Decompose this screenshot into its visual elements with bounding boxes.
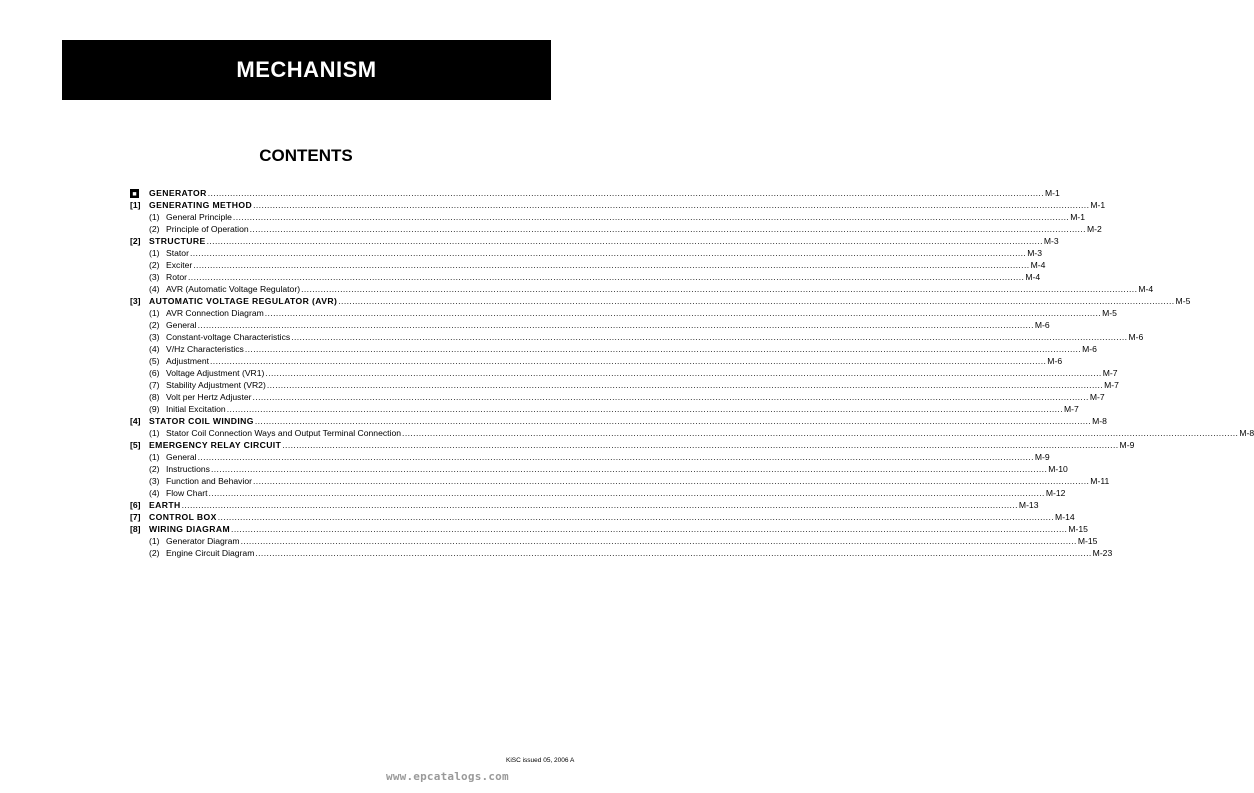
toc-entry[interactable] bbox=[130, 367, 1118, 379]
toc-entry-page: M-8 bbox=[1092, 416, 1107, 426]
watermark-url: www.epcatalogs.com bbox=[386, 770, 509, 783]
toc-entry-number: [8] bbox=[130, 524, 141, 534]
toc-entry-number: (2) bbox=[149, 260, 160, 270]
toc-entry-title: General bbox=[166, 320, 197, 330]
toc-entry[interactable] bbox=[130, 523, 1088, 535]
dot-leader: ............................................................................................................................................................................................................................................................................................................ bbox=[208, 488, 1045, 498]
toc-entry-page: M-7 bbox=[1089, 392, 1105, 402]
toc-entry-title: Stator bbox=[166, 248, 189, 258]
toc-entry-page: M-8 bbox=[1239, 428, 1254, 438]
toc-entry-page: M-7 bbox=[1104, 380, 1119, 390]
toc-entry-title: Flow Chart bbox=[166, 488, 208, 498]
toc-entry-page: M-15 bbox=[1068, 524, 1088, 534]
dot-leader: ............................................................................................................................................................................................................................................................................................................ bbox=[252, 392, 1089, 402]
toc-entry-number: (1) bbox=[149, 212, 160, 222]
toc-entry[interactable] bbox=[130, 379, 1119, 391]
title-banner bbox=[62, 40, 551, 100]
toc-entry-page: M-14 bbox=[1055, 512, 1075, 522]
toc-entry-title: V/Hz Characteristics bbox=[166, 344, 244, 354]
toc-entry[interactable] bbox=[130, 463, 1068, 475]
toc-entry-title: Principle of Operation bbox=[166, 224, 249, 234]
dot-leader: ............................................................................................................................................................................................................................................................................................................ bbox=[210, 356, 1047, 366]
dot-leader: ............................................................................................................................................................................................................................................................................................................ bbox=[253, 476, 1090, 486]
toc-entry-title: Initial Excitation bbox=[166, 404, 226, 414]
toc-entry-number: (3) bbox=[149, 332, 160, 342]
toc-entry-number: [7] bbox=[130, 512, 141, 522]
toc-entry-title: GENERATOR bbox=[149, 188, 207, 198]
toc-entry-title: Instructions bbox=[166, 464, 210, 474]
dot-leader: ............................................................................................................................................................................................................................................................................................................ bbox=[266, 380, 1104, 390]
toc-entry-number: [1] bbox=[130, 200, 141, 210]
toc-entry-number: (2) bbox=[149, 464, 160, 474]
dot-leader: ............................................................................................................................................................................................................................................................................................................ bbox=[254, 416, 1092, 426]
toc-entry-number: (1) bbox=[149, 308, 160, 318]
toc-entry[interactable] bbox=[130, 307, 1117, 319]
toc-entry-title: GENERATING METHOD bbox=[149, 200, 253, 210]
toc-entry-marker bbox=[130, 187, 149, 199]
toc-entry[interactable] bbox=[130, 319, 1050, 331]
toc-entry-page: M-5 bbox=[1102, 308, 1117, 318]
toc-entry-number: [4] bbox=[130, 416, 141, 426]
toc-entry-page: M-13 bbox=[1018, 500, 1039, 510]
toc-entry-title: Adjustment bbox=[166, 356, 209, 366]
dot-leader: ............................................................................................................................................................................................................................................................................................................ bbox=[291, 332, 1128, 342]
toc-entry-page: M-2 bbox=[1086, 224, 1102, 234]
toc-entry-page: M-5 bbox=[1175, 296, 1191, 306]
dot-leader: ............................................................................................................................................................................................................................................................................................................ bbox=[301, 284, 1138, 294]
dot-leader: ............................................................................................................................................................................................................................................................................................................ bbox=[217, 512, 1055, 522]
toc-entry-title: Function and Behavior bbox=[166, 476, 252, 486]
toc-entry-number: (8) bbox=[149, 392, 160, 402]
toc-entry[interactable] bbox=[130, 451, 1050, 463]
toc-entry-page: M-1 bbox=[1090, 200, 1106, 210]
toc-entry-page: M-6 bbox=[1082, 344, 1097, 354]
toc-entry[interactable] bbox=[130, 247, 1043, 259]
toc-entry[interactable] bbox=[130, 259, 1046, 271]
toc-entry-number: [2] bbox=[130, 236, 141, 246]
toc-entry[interactable] bbox=[130, 199, 1106, 211]
toc-entry-number: (1) bbox=[149, 248, 160, 258]
toc-entry-page: M-7 bbox=[1064, 404, 1079, 414]
toc-entry-title: STRUCTURE bbox=[149, 236, 206, 246]
toc-entry[interactable] bbox=[130, 391, 1105, 403]
toc-entry-number: [5] bbox=[130, 440, 141, 450]
toc-entry-number: (2) bbox=[149, 320, 160, 330]
toc-entry[interactable] bbox=[130, 211, 1086, 223]
toc-entry-page: M-3 bbox=[1027, 248, 1043, 258]
dot-leader: ............................................................................................................................................................................................................................................................................................................ bbox=[188, 272, 1025, 282]
table-of-contents bbox=[130, 187, 1254, 559]
toc-entry-number: (3) bbox=[149, 272, 160, 282]
dot-leader: ............................................................................................................................................................................................................................................................................................................ bbox=[249, 224, 1086, 234]
toc-entry-title: AVR (Automatic Voltage Regulator) bbox=[166, 284, 301, 294]
toc-entry-page: M-11 bbox=[1090, 476, 1110, 486]
dot-leader: ............................................................................................................................................................................................................................................................................................................ bbox=[197, 320, 1034, 330]
toc-entry-title: CONTROL BOX bbox=[149, 512, 217, 522]
dot-leader: ............................................................................................................................................................................................................................................................................................................ bbox=[210, 464, 1048, 474]
toc-entry-number: [3] bbox=[130, 296, 141, 306]
dot-leader: ............................................................................................................................................................................................................................................................................................................ bbox=[282, 440, 1119, 450]
toc-entry-page: M-12 bbox=[1045, 488, 1066, 498]
toc-entry-title: EMERGENCY RELAY CIRCUIT bbox=[149, 440, 282, 450]
dot-leader: ............................................................................................................................................................................................................................................................................................................ bbox=[244, 344, 1082, 354]
toc-entry[interactable] bbox=[130, 295, 1191, 307]
toc-entry-number: (4) bbox=[149, 284, 160, 294]
toc-entry[interactable] bbox=[130, 475, 1110, 487]
toc-entry-number: (1) bbox=[149, 428, 160, 438]
dot-leader: ............................................................................................................................................................................................................................................................................................................ bbox=[181, 500, 1018, 510]
toc-entry-title: WIRING DIAGRAM bbox=[149, 524, 231, 534]
toc-entry-number: (2) bbox=[149, 548, 160, 558]
toc-entry-page: M-4 bbox=[1025, 272, 1041, 282]
toc-entry[interactable] bbox=[130, 223, 1102, 235]
toc-entry[interactable] bbox=[130, 187, 1060, 199]
dot-leader: ............................................................................................................................................................................................................................................................................................................ bbox=[265, 368, 1102, 378]
toc-entry-title: STATOR COIL WINDING bbox=[149, 416, 254, 426]
toc-entry-title: Volt per Hertz Adjuster bbox=[166, 392, 252, 402]
toc-entry-number: (5) bbox=[149, 356, 160, 366]
dot-leader: ............................................................................................................................................................................................................................................................................................................ bbox=[240, 536, 1077, 546]
contents-heading: CONTENTS bbox=[259, 146, 353, 165]
toc-entry[interactable] bbox=[130, 235, 1059, 247]
toc-entry-page: M-23 bbox=[1092, 548, 1113, 558]
toc-entry-title: General bbox=[166, 452, 197, 462]
toc-entry[interactable] bbox=[130, 499, 1039, 511]
toc-entry-page: M-6 bbox=[1047, 356, 1063, 366]
toc-entry-number: (4) bbox=[149, 488, 160, 498]
toc-entry-title: Stability Adjustment (VR2) bbox=[166, 380, 266, 390]
toc-entry[interactable] bbox=[130, 427, 1254, 439]
toc-entry-title: AVR Connection Diagram bbox=[166, 308, 264, 318]
toc-entry-title: Rotor bbox=[166, 272, 188, 282]
toc-entry-number: (7) bbox=[149, 380, 160, 390]
toc-entry[interactable] bbox=[130, 487, 1066, 499]
toc-entry-title: General Principle bbox=[166, 212, 232, 222]
page-title: MECHANISM bbox=[236, 57, 377, 82]
toc-entry-number: (9) bbox=[149, 404, 160, 414]
toc-entry-page: M-1 bbox=[1045, 188, 1060, 198]
dot-leader: ............................................................................................................................................................................................................................................................................................................ bbox=[226, 404, 1064, 414]
toc-entry-title: Exciter bbox=[166, 260, 193, 270]
toc-entry[interactable] bbox=[130, 535, 1098, 547]
toc-entry-title: Voltage Adjustment (VR1) bbox=[166, 368, 265, 378]
issue-note: KiSC issued 05, 2006 A bbox=[506, 757, 575, 764]
dot-leader: ............................................................................................................................................................................................................................................................................................................ bbox=[207, 188, 1045, 198]
toc-entry[interactable] bbox=[130, 403, 1079, 415]
toc-entry[interactable] bbox=[130, 439, 1135, 451]
toc-entry[interactable] bbox=[130, 355, 1063, 367]
toc-entry-page: M-9 bbox=[1034, 452, 1050, 462]
dot-leader: ............................................................................................................................................................................................................................................................................................................ bbox=[232, 212, 1070, 222]
toc-entry-page: M-9 bbox=[1119, 440, 1135, 450]
dot-leader: ............................................................................................................................................................................................................................................................................................................ bbox=[264, 308, 1102, 318]
dot-leader: ............................................................................................................................................................................................................................................................................................................ bbox=[206, 236, 1043, 246]
toc-entry[interactable] bbox=[130, 415, 1107, 427]
dot-leader: ............................................................................................................................................................................................................................................................................................................ bbox=[231, 524, 1068, 534]
toc-entry-page: M-6 bbox=[1128, 332, 1144, 342]
toc-entry[interactable] bbox=[130, 547, 1113, 559]
toc-entry-number: [6] bbox=[130, 500, 141, 510]
toc-entry-page: M-4 bbox=[1138, 284, 1154, 294]
toc-entry[interactable] bbox=[130, 331, 1144, 343]
toc-entry-title: EARTH bbox=[149, 500, 181, 510]
toc-entry-page: M-10 bbox=[1048, 464, 1068, 474]
toc-entry-page: M-4 bbox=[1030, 260, 1046, 270]
toc-entry[interactable] bbox=[130, 511, 1075, 523]
dot-leader: ............................................................................................................................................................................................................................................................................................................ bbox=[338, 296, 1175, 306]
toc-entry-title: Stator Coil Connection Ways and Output Terminal Connection bbox=[166, 428, 402, 438]
dot-leader: ............................................................................................................................................................................................................................................................................................................ bbox=[402, 428, 1239, 438]
dot-leader: ............................................................................................................................................................................................................................................................................................................ bbox=[193, 260, 1030, 270]
section-square-icon: ■ bbox=[130, 189, 139, 198]
toc-entry-page: M-7 bbox=[1102, 368, 1118, 378]
toc-entry-number: (6) bbox=[149, 368, 160, 378]
toc-entry-page: M-3 bbox=[1043, 236, 1059, 246]
toc-entry-title: AUTOMATIC VOLTAGE REGULATOR (AVR) bbox=[149, 296, 338, 306]
dot-leader: ............................................................................................................................................................................................................................................................................................................ bbox=[253, 200, 1090, 210]
toc-entry-number: (3) bbox=[149, 476, 160, 486]
toc-entry-number: (1) bbox=[149, 536, 160, 546]
toc-entry-title: Constant-voltage Characteristics bbox=[166, 332, 291, 342]
toc-entry-number: (4) bbox=[149, 344, 160, 354]
toc-entry-title: Engine Circuit Diagram bbox=[166, 548, 255, 558]
toc-entry-title: Generator Diagram bbox=[166, 536, 240, 546]
toc-entry[interactable] bbox=[130, 283, 1154, 295]
toc-entry-number: (1) bbox=[149, 452, 160, 462]
toc-entry[interactable] bbox=[130, 271, 1041, 283]
dot-leader: ............................................................................................................................................................................................................................................................................................................ bbox=[255, 548, 1092, 558]
toc-entry[interactable] bbox=[130, 343, 1097, 355]
toc-entry-page: M-6 bbox=[1034, 320, 1050, 330]
toc-entry-page: M-15 bbox=[1077, 536, 1098, 546]
dot-leader: ............................................................................................................................................................................................................................................................................................................ bbox=[197, 452, 1034, 462]
toc-entry-page: M-1 bbox=[1070, 212, 1086, 222]
dot-leader: ............................................................................................................................................................................................................................................................................................................ bbox=[189, 248, 1027, 258]
toc-entry-number: (2) bbox=[149, 224, 160, 234]
